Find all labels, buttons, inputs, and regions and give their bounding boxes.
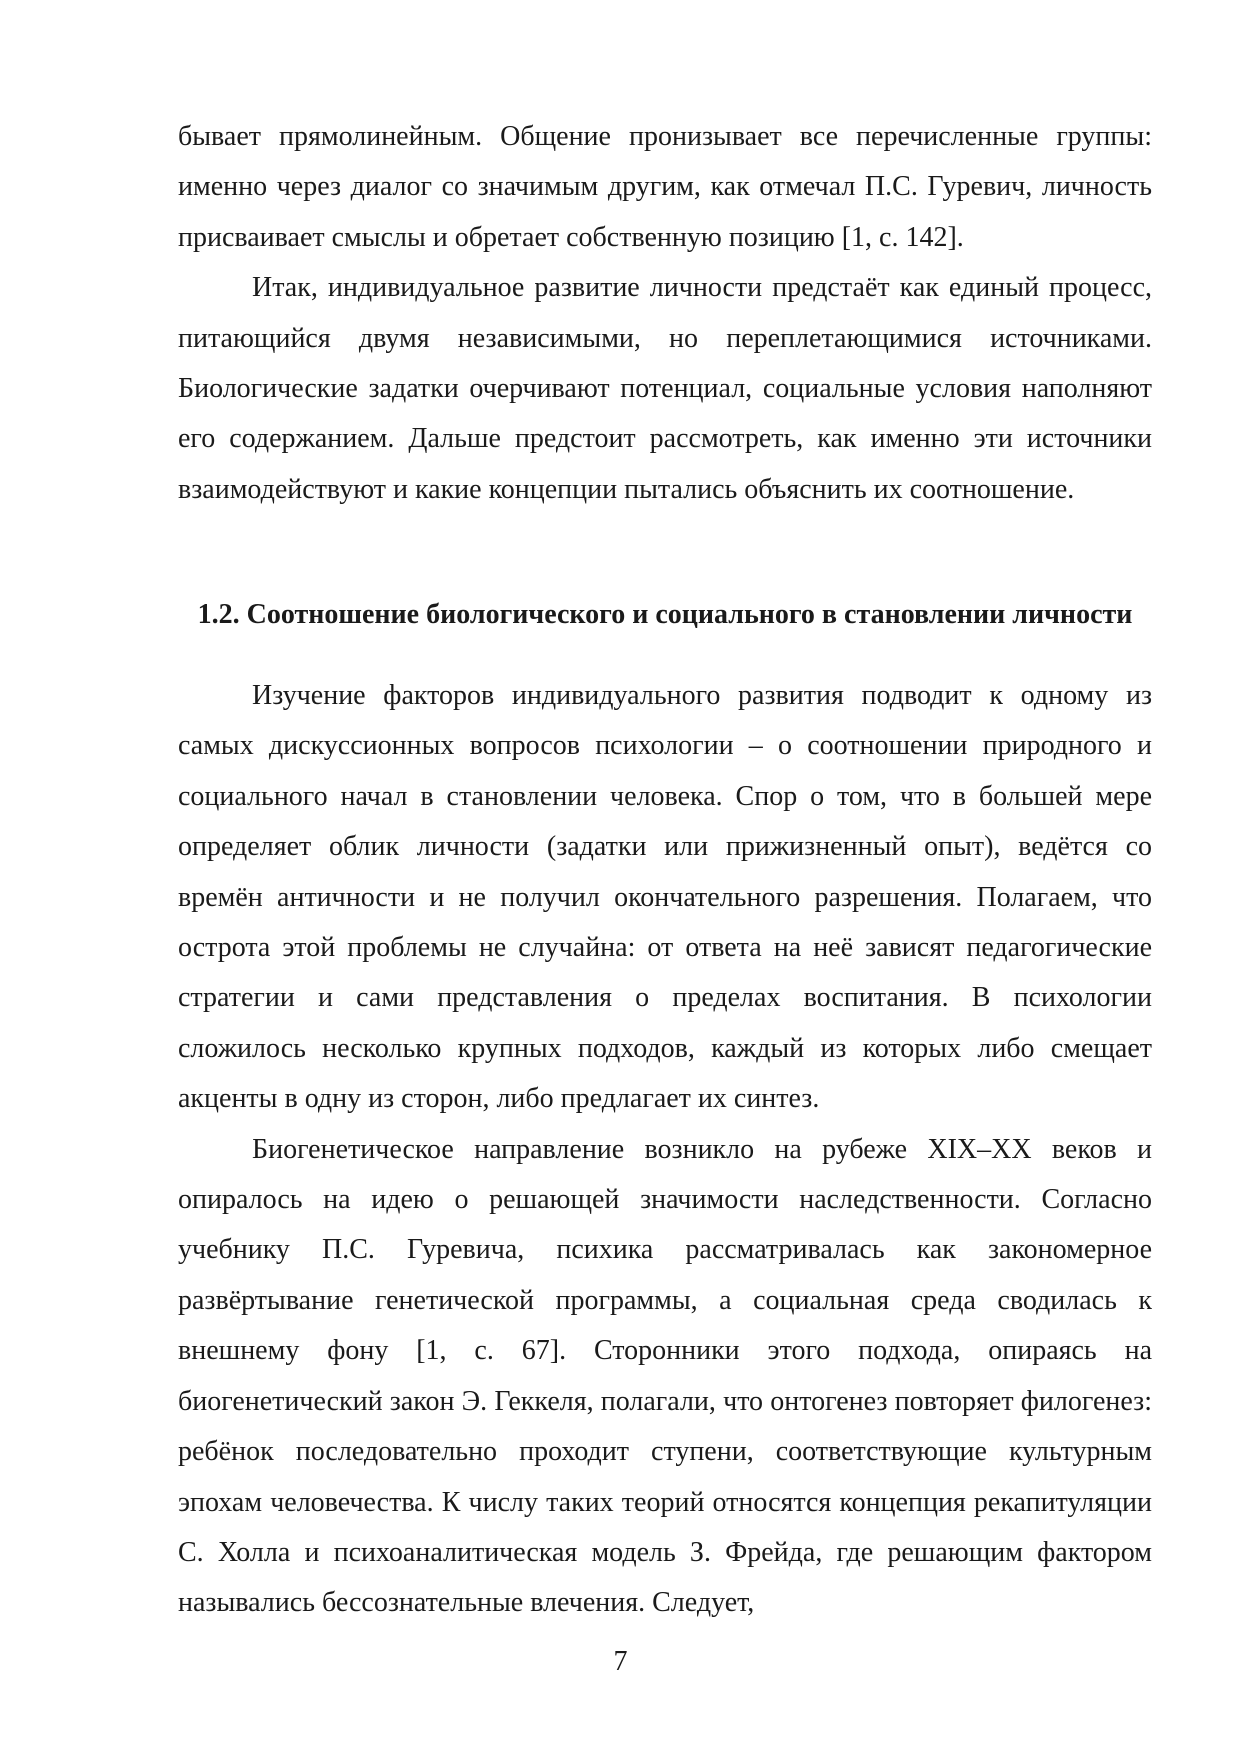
paragraph: Итак, индивидуальное развитие личности предстаёт как единый процесс, питающийся двумя независимыми, но переплетающимися источниками. Биологические задатки очерчивают потенциал, социальные условия наполняют его содержанием. Дальше предстоит рассмотреть, как именно эти источники взаимодействуют и какие концепции пытались объяснить их соотношение.: [178, 272, 1152, 505]
page-number: 7: [613, 1646, 628, 1677]
paragraph: Изучение факторов индивидуального развития подводит к одному из самых дискуссионных вопросов психологии – о соотношении природного и социального начал в становлении человека. Спор о том, что в большей мере определяет облик личности (задатки или прижизненный опыт), ведётся со времён античности и не получил окончательного разрешения. Полагаем, что острота этой проблемы не случайна: от ответа на неё зависят педагогические стратегии и сами представления о пределах воспитания. В психологии сложилось несколько крупных подходов, каждый из которых либо смещает акценты в одну из сторон, либо предлагает их синтез.: [178, 680, 1152, 1115]
section-heading: 1.2. Соотношение биологического и социального в становлении личности: [197, 599, 1133, 630]
text-block-section: [178, 671, 1152, 1629]
paragraph: Биогенетическое направление возникло на рубеже XIX–XX веков и опиралось на идею о решающей значимости наследственности. Согласно учебнику П.С. Гуревича, психика рассматривалась как закономерное развёртывание генетической программы, а социальная среда сводилась к внешнему фону [1, с. 67]. Сторонники этого подхода, опираясь на биогенетический закон Э. Геккеля, полагали, что онтогенез повторяет филогенез: ребёнок последовательно проходит ступени, соответствующие культурным эпохам человечества. К числу таких теорий относятся концепция рекапитуляции С. Холла и психоаналитическая модель З. Фрейда, где решающим фактором назывались бессознательные влечения. Следует,: [178, 1133, 1152, 1619]
text-block-top: [178, 112, 1152, 515]
paragraph: бывает прямолинейным. Общение пронизывает все перечисленные группы: именно через диалог со значимым другим, как отмечал П.С. Гуревич, личность присваивает смыслы и обретает собственную позицию [1, с. 142].: [178, 121, 1152, 253]
